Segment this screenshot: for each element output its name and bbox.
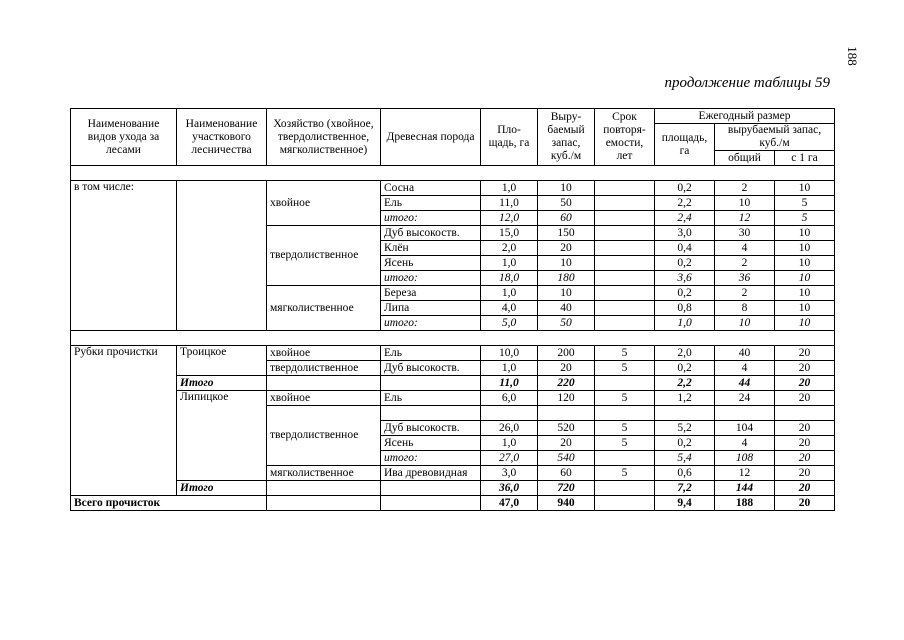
area-cell: 1,0 xyxy=(481,436,538,451)
total-row xyxy=(71,481,835,496)
period-cell: 5 xyxy=(595,436,655,451)
period-cell xyxy=(595,241,655,256)
annual-per-ha-cell: 10 xyxy=(775,256,835,271)
annual-total-cell: 2 xyxy=(715,286,775,301)
data-table xyxy=(70,108,835,511)
header-species: Древесная порода xyxy=(381,109,481,166)
stock-cell: 20 xyxy=(538,436,595,451)
area-cell: 1,0 xyxy=(481,256,538,271)
annual-total-cell: 30 xyxy=(715,226,775,241)
annual-area-cell: 7,2 xyxy=(655,481,715,496)
annual-total-cell: 2 xyxy=(715,181,775,196)
period-cell xyxy=(595,316,655,331)
annual-total-cell: 24 xyxy=(715,391,775,406)
area-cell: 47,0 xyxy=(481,496,538,511)
species-cell: Клён xyxy=(381,241,481,256)
header-farm: Хозяйство (хвойное, твердолиственное, мягколиственное) xyxy=(267,109,381,166)
annual-area-cell: 0,2 xyxy=(655,436,715,451)
annual-per-ha-cell: 20 xyxy=(775,391,835,406)
area-cell: 12,0 xyxy=(481,211,538,226)
farm-cell: твердолиственное xyxy=(267,361,381,376)
page-number: 188 xyxy=(844,46,860,66)
period-cell xyxy=(595,271,655,286)
stock-cell: 120 xyxy=(538,391,595,406)
forestry-cell xyxy=(177,181,267,331)
annual-area-cell: 3,0 xyxy=(655,226,715,241)
annual-per-ha-cell: 20 xyxy=(775,361,835,376)
farm-cell: мягколиственное xyxy=(267,286,381,331)
annual-total-cell: 12 xyxy=(715,466,775,481)
annual-area-cell: 2,2 xyxy=(655,196,715,211)
annual-area-cell: 0,4 xyxy=(655,241,715,256)
species-cell xyxy=(381,376,481,391)
species-cell: Дуб высокоств. xyxy=(381,421,481,436)
annual-area-cell: 9,4 xyxy=(655,496,715,511)
stock-cell: 720 xyxy=(538,481,595,496)
period-cell xyxy=(595,196,655,211)
annual-area-cell: 0,6 xyxy=(655,466,715,481)
empty-cell xyxy=(595,406,655,421)
area-cell: 26,0 xyxy=(481,421,538,436)
species-cell xyxy=(381,496,481,511)
annual-total-cell: 44 xyxy=(715,376,775,391)
annual-area-cell: 2,0 xyxy=(655,346,715,361)
period-cell: 5 xyxy=(595,466,655,481)
forestry-name: Липицкое xyxy=(177,391,267,481)
period-cell: 5 xyxy=(595,391,655,406)
annual-area-cell: 5,2 xyxy=(655,421,715,436)
period-cell xyxy=(595,301,655,316)
header-annual-per-ha: с 1 га xyxy=(775,151,835,166)
annual-per-ha-cell: 5 xyxy=(775,211,835,226)
total-label: Итого xyxy=(177,481,267,496)
empty-cell xyxy=(715,406,775,421)
species-cell: Ель xyxy=(381,391,481,406)
annual-area-cell: 0,2 xyxy=(655,181,715,196)
period-cell: 5 xyxy=(595,346,655,361)
header-work-type: Наименование видов ухода за лесами xyxy=(71,109,177,166)
header-annual-area: площадь, га xyxy=(655,124,715,166)
period-cell xyxy=(595,286,655,301)
annual-per-ha-cell: 10 xyxy=(775,301,835,316)
annual-total-cell: 36 xyxy=(715,271,775,286)
area-cell: 27,0 xyxy=(481,451,538,466)
subtotal-label: итого: xyxy=(381,271,481,286)
annual-total-cell: 2 xyxy=(715,256,775,271)
species-cell: Ель xyxy=(381,346,481,361)
area-cell: 1,0 xyxy=(481,361,538,376)
table-row xyxy=(71,391,835,406)
grand-total-label: Всего прочисток xyxy=(71,496,267,511)
annual-total-cell: 144 xyxy=(715,481,775,496)
stock-cell: 20 xyxy=(538,241,595,256)
stock-cell: 940 xyxy=(538,496,595,511)
stock-cell: 60 xyxy=(538,466,595,481)
grand-total-row xyxy=(71,496,835,511)
stock-cell: 220 xyxy=(538,376,595,391)
species-cell: Ива древовидная xyxy=(381,466,481,481)
empty-cell xyxy=(381,406,481,421)
area-cell: 3,0 xyxy=(481,466,538,481)
period-cell xyxy=(595,181,655,196)
annual-area-cell: 3,6 xyxy=(655,271,715,286)
period-cell xyxy=(595,496,655,511)
stock-cell: 200 xyxy=(538,346,595,361)
annual-area-cell: 2,2 xyxy=(655,376,715,391)
table-row xyxy=(71,346,835,361)
stock-cell: 150 xyxy=(538,226,595,241)
header-annual-group: Ежегодный размер xyxy=(655,109,835,124)
annual-total-cell: 188 xyxy=(715,496,775,511)
empty-cell xyxy=(655,406,715,421)
farm-cell: хвойное xyxy=(267,346,381,361)
header-stock: Выру-баемый запас, куб./м xyxy=(538,109,595,166)
subtotal-label: итого: xyxy=(381,316,481,331)
species-cell: Дуб высокоств. xyxy=(381,226,481,241)
farm-cell xyxy=(267,496,381,511)
header-period: Срок повторя-емости, лет xyxy=(595,109,655,166)
species-cell xyxy=(381,481,481,496)
annual-per-ha-cell: 20 xyxy=(775,496,835,511)
farm-cell: твердолиственное xyxy=(267,226,381,286)
forestry-name: Троицкое xyxy=(177,346,267,376)
stock-cell: 40 xyxy=(538,301,595,316)
header-area: Пло-щадь, га xyxy=(481,109,538,166)
period-cell: 5 xyxy=(595,361,655,376)
species-cell: Ель xyxy=(381,196,481,211)
annual-total-cell: 8 xyxy=(715,301,775,316)
annual-per-ha-cell: 10 xyxy=(775,271,835,286)
species-cell: Ясень xyxy=(381,436,481,451)
annual-area-cell: 1,2 xyxy=(655,391,715,406)
section-label: в том числе: xyxy=(71,181,177,331)
annual-total-cell: 12 xyxy=(715,211,775,226)
annual-area-cell: 1,0 xyxy=(655,316,715,331)
annual-per-ha-cell: 20 xyxy=(775,346,835,361)
farm-cell: твердолиственное xyxy=(267,406,381,466)
stock-cell: 10 xyxy=(538,181,595,196)
farm-cell: мягколиственное xyxy=(267,466,381,481)
stock-cell: 60 xyxy=(538,211,595,226)
stock-cell: 20 xyxy=(538,361,595,376)
period-cell xyxy=(595,256,655,271)
annual-per-ha-cell: 20 xyxy=(775,376,835,391)
period-cell: 5 xyxy=(595,421,655,436)
table-body xyxy=(71,166,835,511)
annual-per-ha-cell: 20 xyxy=(775,421,835,436)
total-label: Итого xyxy=(177,376,267,391)
species-cell: Липа xyxy=(381,301,481,316)
area-cell: 5,0 xyxy=(481,316,538,331)
annual-total-cell: 4 xyxy=(715,361,775,376)
stock-cell: 50 xyxy=(538,316,595,331)
area-cell: 1,0 xyxy=(481,286,538,301)
stock-cell: 50 xyxy=(538,196,595,211)
annual-per-ha-cell: 10 xyxy=(775,226,835,241)
farm-cell xyxy=(267,481,381,496)
area-cell: 10,0 xyxy=(481,346,538,361)
annual-per-ha-cell: 10 xyxy=(775,241,835,256)
stock-cell: 10 xyxy=(538,256,595,271)
spacer-row xyxy=(71,331,835,346)
header-annual-total: общий xyxy=(715,151,775,166)
annual-area-cell: 0,2 xyxy=(655,286,715,301)
period-cell xyxy=(595,481,655,496)
header-annual-stock: вырубаемый запас, куб./м xyxy=(715,124,835,151)
period-cell xyxy=(595,226,655,241)
annual-area-cell: 0,2 xyxy=(655,256,715,271)
annual-total-cell: 10 xyxy=(715,316,775,331)
total-row xyxy=(71,376,835,391)
spacer-row xyxy=(71,166,835,181)
annual-total-cell: 104 xyxy=(715,421,775,436)
period-cell xyxy=(595,451,655,466)
subtotal-label: итого: xyxy=(381,211,481,226)
annual-per-ha-cell: 20 xyxy=(775,481,835,496)
species-cell: Сосна xyxy=(381,181,481,196)
annual-per-ha-cell: 10 xyxy=(775,316,835,331)
area-cell: 36,0 xyxy=(481,481,538,496)
area-cell: 1,0 xyxy=(481,181,538,196)
annual-per-ha-cell: 10 xyxy=(775,181,835,196)
empty-cell xyxy=(481,406,538,421)
annual-per-ha-cell: 10 xyxy=(775,286,835,301)
annual-area-cell: 2,4 xyxy=(655,211,715,226)
species-cell: Ясень xyxy=(381,256,481,271)
annual-per-ha-cell: 20 xyxy=(775,436,835,451)
species-cell: Береза xyxy=(381,286,481,301)
annual-total-cell: 4 xyxy=(715,436,775,451)
area-cell: 11,0 xyxy=(481,376,538,391)
table-caption: продолжение таблицы 59 xyxy=(664,75,830,91)
annual-per-ha-cell: 20 xyxy=(775,466,835,481)
area-cell: 18,0 xyxy=(481,271,538,286)
farm-cell xyxy=(267,376,381,391)
subtotal-label: итого: xyxy=(381,451,481,466)
area-cell: 2,0 xyxy=(481,241,538,256)
annual-total-cell: 4 xyxy=(715,241,775,256)
header-forestry: Наименование участкового лесничества xyxy=(177,109,267,166)
table-row xyxy=(71,181,835,196)
empty-cell xyxy=(538,406,595,421)
annual-total-cell: 10 xyxy=(715,196,775,211)
area-cell: 11,0 xyxy=(481,196,538,211)
annual-area-cell: 0,2 xyxy=(655,361,715,376)
annual-total-cell: 40 xyxy=(715,346,775,361)
stock-cell: 180 xyxy=(538,271,595,286)
area-cell: 15,0 xyxy=(481,226,538,241)
species-cell: Дуб высокоств. xyxy=(381,361,481,376)
annual-area-cell: 5,4 xyxy=(655,451,715,466)
period-cell xyxy=(595,211,655,226)
annual-per-ha-cell: 5 xyxy=(775,196,835,211)
section-label: Рубки прочистки xyxy=(71,346,177,496)
annual-per-ha-cell: 20 xyxy=(775,451,835,466)
period-cell xyxy=(595,376,655,391)
stock-cell: 540 xyxy=(538,451,595,466)
annual-total-cell: 108 xyxy=(715,451,775,466)
farm-cell: хвойное xyxy=(267,181,381,226)
annual-area-cell: 0,8 xyxy=(655,301,715,316)
spacer-cell xyxy=(71,331,835,346)
area-cell: 4,0 xyxy=(481,301,538,316)
stock-cell: 520 xyxy=(538,421,595,436)
stock-cell: 10 xyxy=(538,286,595,301)
area-cell: 6,0 xyxy=(481,391,538,406)
empty-cell xyxy=(775,406,835,421)
farm-cell: хвойное xyxy=(267,391,381,406)
